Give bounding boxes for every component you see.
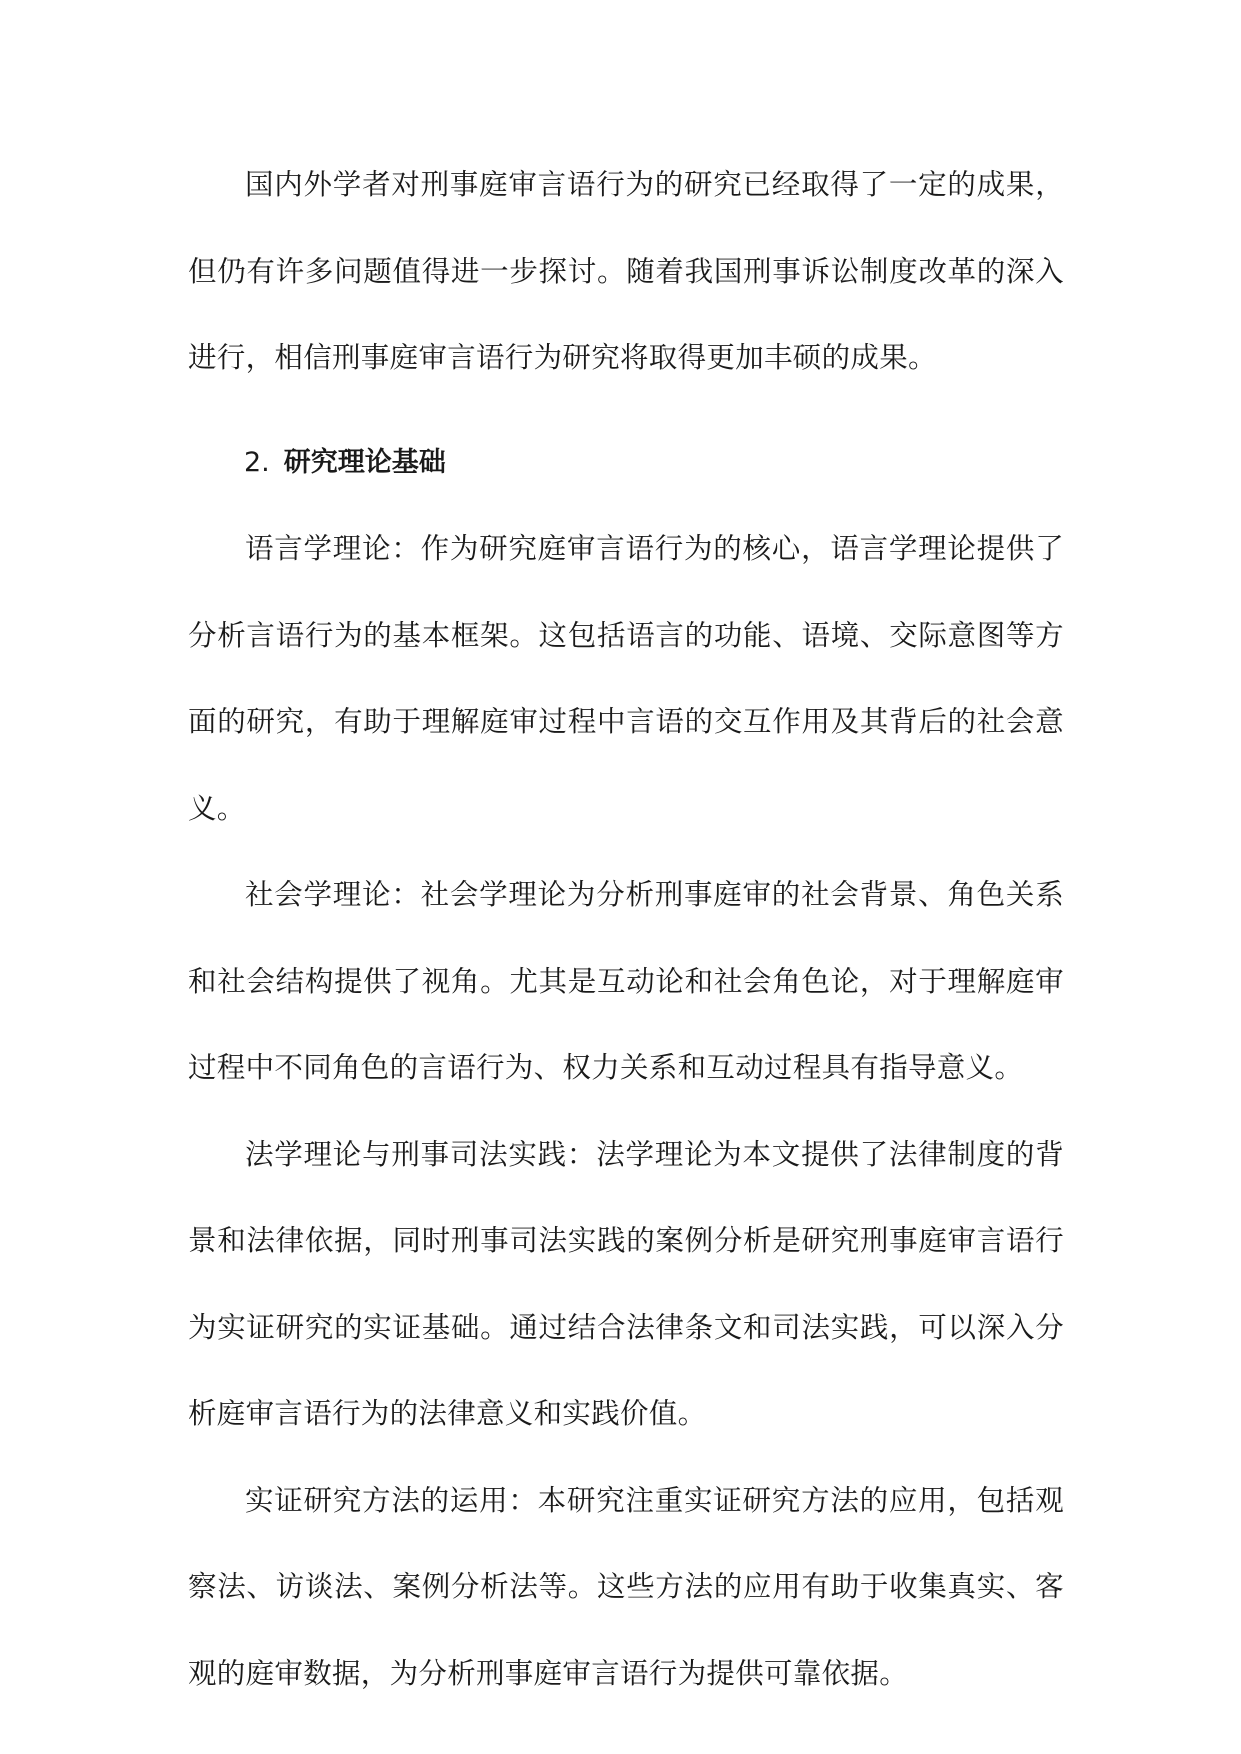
intro-paragraph: 国内外学者对刑事庭审言语行为的研究已经取得了一定的成果，但仍有许多问题值得进一步探讨。随着我国刑事诉讼制度改革的深入进行，相信刑事庭审言语行为研究将取得更加丰硕的成果。	[188, 168, 1064, 374]
section-number: 2.	[244, 446, 270, 478]
paragraph-law: 法学理论与刑事司法实践：法学理论为本文提供了法律制度的背景和法律依据，同时刑事司法实践的案例分析是研究刑事庭审言语行为实证研究的实证基础。通过结合法律条文和司法实践，可以深入分析庭审言语行为的法律意义和实践价值。	[188, 1137, 1064, 1430]
paragraph-empirical-methods: 实证研究方法的运用：本研究注重实证研究方法的应用，包括观察法、访谈法、案例分析法等。这些方法的应用有助于收集真实、客观的庭审数据，为分析刑事庭审言语行为提供可靠依据。	[188, 1483, 1064, 1690]
paragraph-linguistics: 语言学理论：作为研究庭审言语行为的核心，语言学理论提供了分析言语行为的基本框架。这包括语言的功能、语境、交际意图等方面的研究，有助于理解庭审过程中言语的交互作用及其背后的社会意义。	[188, 532, 1064, 825]
document-page	[188, 142, 1064, 1717]
paragraph-sociology: 社会学理论：社会学理论为分析刑事庭审的社会背景、角色关系和社会结构提供了视角。尤其是互动论和社会角色论，对于理解庭审过程中不同角色的言语行为、权力关系和互动过程具有指导意义。	[188, 878, 1064, 1084]
section-title: 研究理论基础	[283, 446, 446, 478]
section-heading	[188, 420, 1064, 507]
